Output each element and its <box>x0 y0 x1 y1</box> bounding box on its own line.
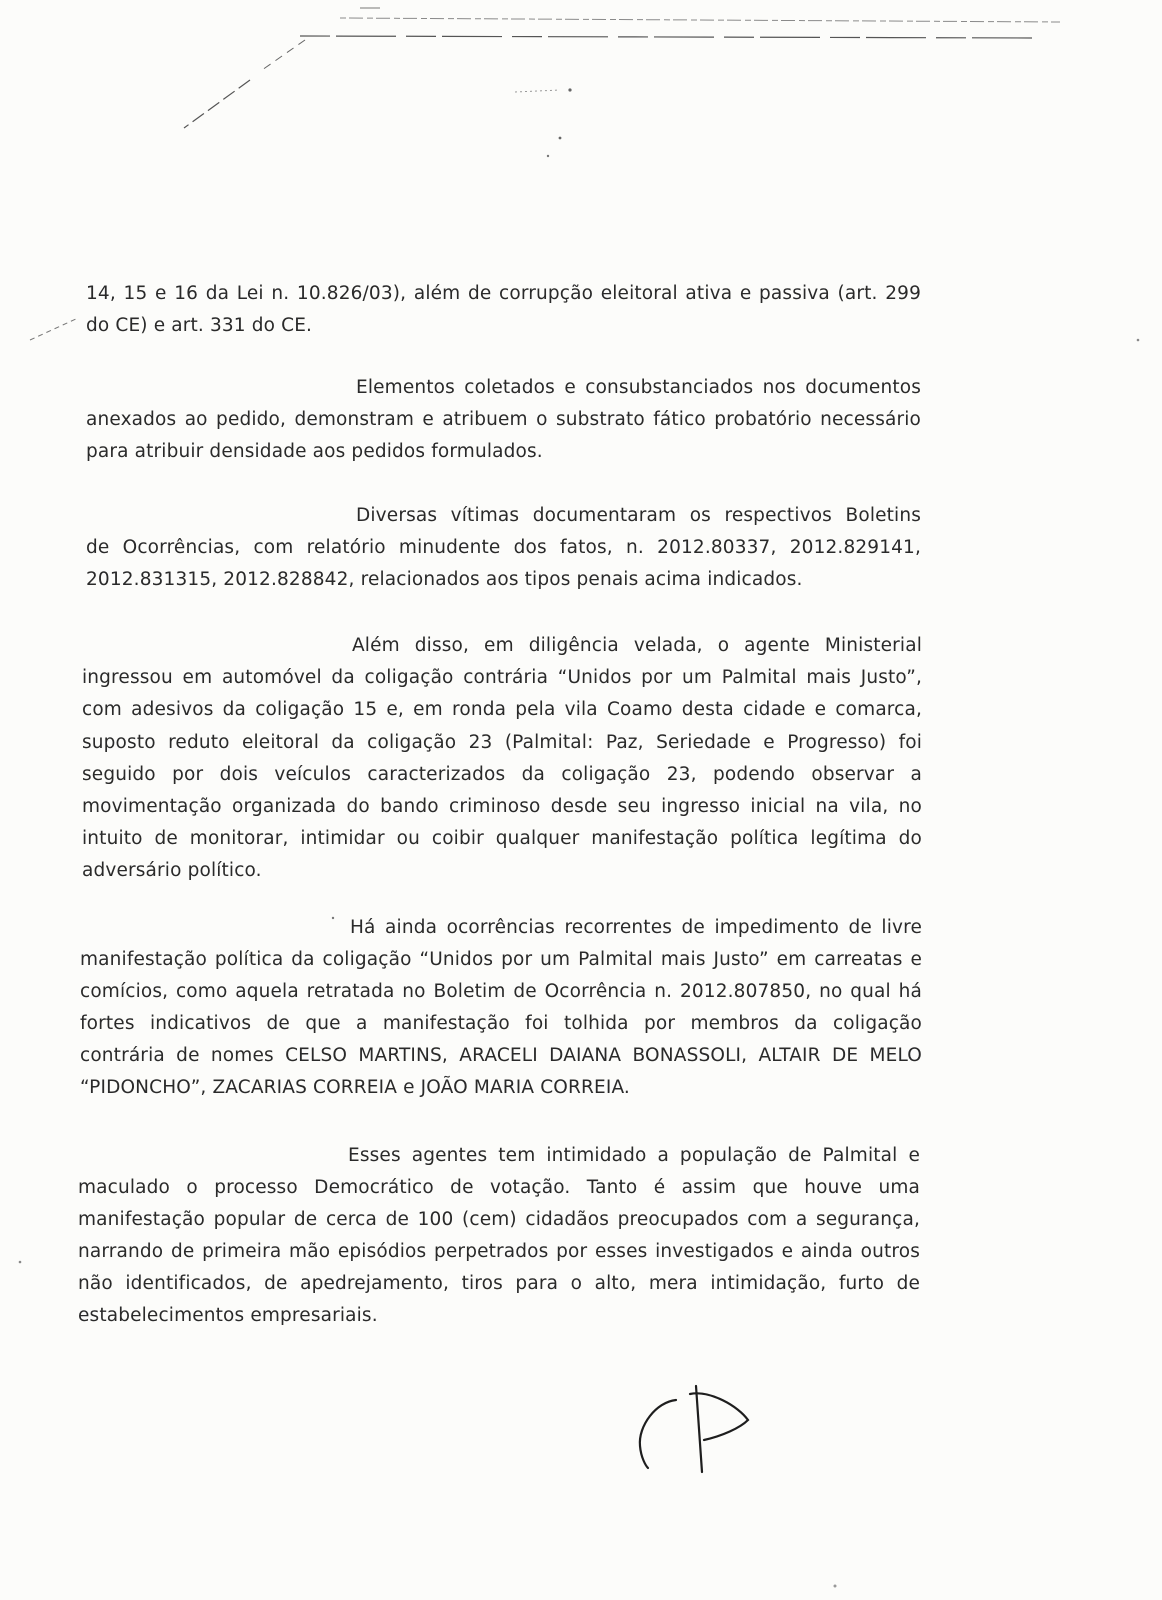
text-line: 14, 15 e 16 da Lei n. 10.826/03), além de corrupção eleitoral ativa e passiva (art. 299 <box>86 283 921 304</box>
text-line: com adesivos da coligação 15 e, em ronda pela vila Coamo desta cidade e comarca, <box>82 699 922 721</box>
text-line: “PIDONCHO”, ZACARIAS CORREIA e JOÃO MARIA CORREIA. <box>80 1077 630 1098</box>
text-line: não identificados, de apedrejamento, tiros para o alto, mera intimidação, furto de <box>78 1273 920 1294</box>
text-line: maculado o processo Democrático de votação. Tanto é assim que houve uma <box>78 1177 920 1198</box>
text-line: movimentação organizada do bando criminoso desde seu ingresso inicial na vila, no <box>82 796 922 818</box>
paragraph-intimidation <box>78 1140 920 1332</box>
text-line: Além disso, em diligência velada, o agente Ministerial <box>352 635 922 656</box>
text-line: Diversas vítimas documentaram os respectivos Boletins <box>356 505 921 526</box>
text-line: intuito de monitorar, intimidar ou coibir qualquer manifestação política legítima do <box>82 828 922 850</box>
text-line: comícios, como aquela retratada no Boletim de Ocorrência n. 2012.807850, no qual há <box>80 981 922 1002</box>
text-line: narrando de primeira mão episódios perpetrados por esses investigados e ainda outros <box>78 1241 920 1262</box>
text-line: manifestação política da coligação “Unidos por um Palmital mais Justo” em carreatas e <box>80 949 922 970</box>
paragraph-victims-reports <box>86 500 921 596</box>
text-line: ingressou em automóvel da coligação contrária “Unidos por um Palmital mais Justo”, <box>82 667 922 689</box>
text-line: Elementos coletados e consubstanciados nos documentos <box>356 377 921 398</box>
paragraph-diligence <box>82 630 922 888</box>
paragraph-occurrences <box>80 912 922 1104</box>
text-line: de Ocorrências, com relatório minudente dos fatos, n. 2012.80337, 2012.829141, <box>86 537 921 558</box>
text-line: contrária de nomes CELSO MARTINS, ARACELI DAIANA BONASSOLI, ALTAIR DE MELO <box>80 1045 922 1066</box>
text-line: fortes indicativos de que a manifestação foi tolhida por membros da coligação <box>80 1013 922 1034</box>
text-line: suposto reduto eleitoral da coligação 23 (Palmital: Paz, Seriedade e Progresso) foi <box>82 731 922 753</box>
text-line: do CE) e art. 331 do CE. <box>86 315 313 336</box>
text-line: 2012.831315, 2012.828842, relacionados aos tipos penais acima indicados. <box>86 569 803 590</box>
text-line: Esses agentes tem intimidado a população de Palmital e <box>348 1145 920 1166</box>
paragraph-elements-collected <box>86 372 921 468</box>
text-line: adversário político. <box>82 860 262 882</box>
text-line: manifestação popular de cerca de 100 (cem) cidadãos preocupados com a segurança, <box>78 1209 920 1230</box>
text-line: seguido por dois veículos caracterizados da coligação 23, podendo observar a <box>82 763 922 785</box>
text-line: para atribuir densidade aos pedidos formulados. <box>86 441 543 462</box>
handwritten-initials-signature <box>630 1380 770 1480</box>
text-line: estabelecimentos empresariais. <box>78 1305 378 1326</box>
paragraph-legal-citation <box>86 278 921 342</box>
text-line: Há ainda ocorrências recorrentes de impedimento de livre <box>350 917 922 938</box>
text-line: anexados ao pedido, demonstram e atribuem o substrato fático probatório necessário <box>86 409 921 430</box>
